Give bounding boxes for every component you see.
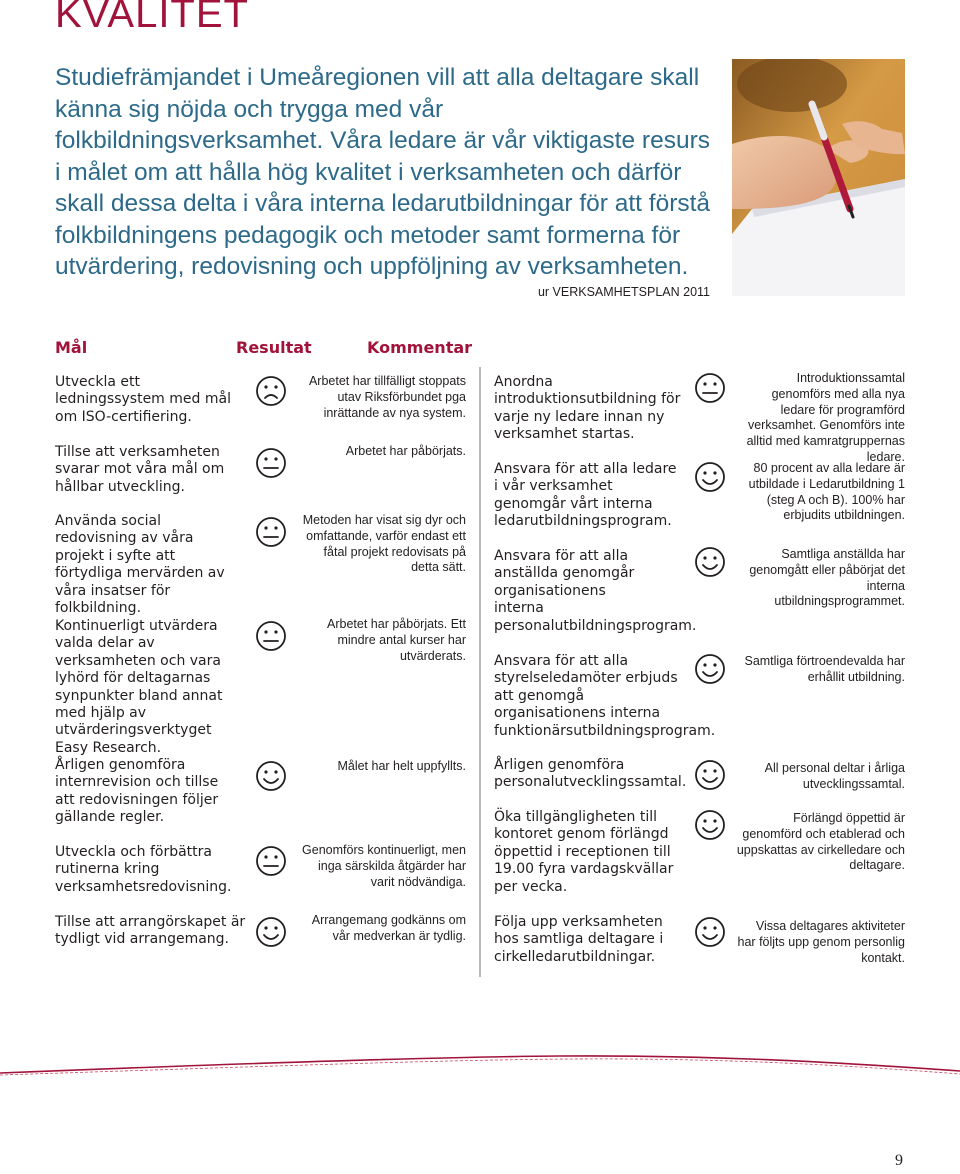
goal-text: Årligen genomföra internrevision och tillse att redovisningen följer gällande regler. bbox=[55, 757, 219, 826]
comment-text: Förlängd öppettid är genomförd och etablerad och uppskattas av cirkelledare och deltagare. bbox=[736, 811, 905, 873]
happy-face-icon bbox=[694, 461, 726, 493]
goal-text: Kontinuerligt utvärdera valda delar av verksamheten och vara lyhörd för deltagarnas synpunkter bland annat med hjälp av utvärderingsverktyget Easy Research. bbox=[55, 618, 223, 756]
happy-face-icon bbox=[694, 546, 726, 578]
goal-text: Ansvara för att alla ledare i vår verksamhet genomgår vårt interna ledarutbildningsprogram. bbox=[494, 461, 677, 530]
photo-illustration bbox=[732, 59, 905, 296]
happy-face-icon bbox=[694, 916, 726, 948]
source-note: ur VERKSAMHETSPLAN 2011 bbox=[537, 285, 710, 299]
header-goal: Mål bbox=[55, 338, 88, 357]
neutral-face-icon bbox=[694, 372, 726, 404]
page-number: 9 bbox=[895, 1152, 903, 1169]
comment-text: Samtliga anställda har genomgått eller påbörjat det interna utbildningsprogrammet. bbox=[749, 547, 905, 609]
happy-face-icon bbox=[694, 759, 726, 791]
goal-text: Följa upp verksamheten hos samtliga deltagare i cirkelledarutbildningar. bbox=[494, 914, 664, 965]
neutral-face-icon bbox=[255, 620, 287, 652]
comment-text: Samtliga förtroendevalda har erhållit utbildning. bbox=[744, 654, 905, 684]
goal-text: Ansvara för att alla anställda genomgår organisationens interna personalutbildningsprogram. bbox=[494, 548, 697, 634]
column-divider bbox=[479, 367, 481, 977]
intro-paragraph: Studiefrämjandet i Umeåregionen vill att alla deltagare skall känna sig nöjda och trygga med vår folkbildningsverksamhet. Våra ledare är vår viktigaste resurs i målet om att hålla hög kvalitet i verksamheten och därför skall dessa delta i våra interna ledarutbildningar för att förstå folkbildningens pedagogik och metoder samt formerna för utvärdering, redovisning och uppföljning av verksamheten. bbox=[55, 64, 711, 280]
comment-text: All personal deltar i årliga utvecklingssamtal. bbox=[764, 761, 905, 791]
neutral-face-icon bbox=[255, 516, 287, 548]
header-result: Resultat bbox=[236, 338, 312, 357]
comment-text: Vissa deltagares aktiviteter har följts upp genom personlig kontakt. bbox=[737, 919, 905, 965]
happy-face-icon bbox=[255, 760, 287, 792]
decorative-wave-line bbox=[0, 1035, 960, 1095]
happy-face-icon bbox=[694, 653, 726, 685]
comment-text: 80 procent av alla ledare är utbildade i Ledarutbildning 1 (steg A och B). 100% har erbjudits utbildningen. bbox=[748, 461, 905, 523]
photo-hand-writing bbox=[732, 59, 905, 296]
comment-text: Målet har helt uppfyllts. bbox=[337, 759, 466, 773]
neutral-face-icon bbox=[255, 845, 287, 877]
happy-face-icon bbox=[255, 916, 287, 948]
goal-text: Använda social redovisning av våra projekt i syfte att förtydliga mervärden av våra insatser för folkbildning. bbox=[55, 513, 225, 617]
goal-text: Anordna introduktionsutbildning för varje ny ledare innan ny verksamhet startas. bbox=[494, 374, 681, 443]
goal-text: Tillse att arrangörskapet är tydligt vid arrangemang. bbox=[55, 914, 246, 948]
comment-text: Metoden har visat sig dyr och omfattande, varför endast ett fåtal projekt redovisats på detta sätt. bbox=[302, 513, 466, 575]
page-title: KVALITET bbox=[55, 0, 249, 36]
neutral-face-icon bbox=[255, 447, 287, 479]
comment-text: Arbetet har tillfälligt stoppats utav Riksförbundet pga inrättande av nya system. bbox=[308, 374, 466, 420]
goal-text: Öka tillgängligheten till kontoret genom förlängd öppettid i receptionen till 19.00 fyra vardagskvällar per vecka. bbox=[494, 809, 674, 895]
goal-text: Utveckla ett ledningssystem med mål om ISO-certifiering. bbox=[55, 374, 231, 425]
comment-text: Arrangemang godkänns om vår medverkan är tydlig. bbox=[311, 913, 466, 943]
goal-text: Årligen genomföra personalutvecklingssamtal. bbox=[494, 757, 687, 791]
comment-text: Genomförs kontinuerligt, men inga särskilda åtgärder har varit nödvändiga. bbox=[302, 843, 466, 889]
comment-text: Arbetet har påbörjats. Ett mindre antal kurser har utvärderats. bbox=[327, 617, 466, 663]
goal-text: Tillse att verksamheten svarar mot våra mål om hållbar utveckling. bbox=[55, 444, 225, 495]
goal-text: Ansvara för att alla styrelseledamöter erbjuds att genomgå organisationens interna funktionärsutbildningsprogram. bbox=[494, 653, 716, 739]
goal-text: Utveckla och förbättra rutinerna kring verksamhetsredovisning. bbox=[55, 844, 232, 895]
sad-face-icon bbox=[255, 375, 287, 407]
header-comment: Kommentar bbox=[367, 338, 473, 357]
comment-text: Introduktionssamtal genomförs med alla nya ledare för programförd verksamhet. Genomförs inte alltid med kamratgruppernas ledare. bbox=[746, 371, 905, 464]
comment-text: Arbetet har påbörjats. bbox=[345, 444, 466, 458]
happy-face-icon bbox=[694, 809, 726, 841]
